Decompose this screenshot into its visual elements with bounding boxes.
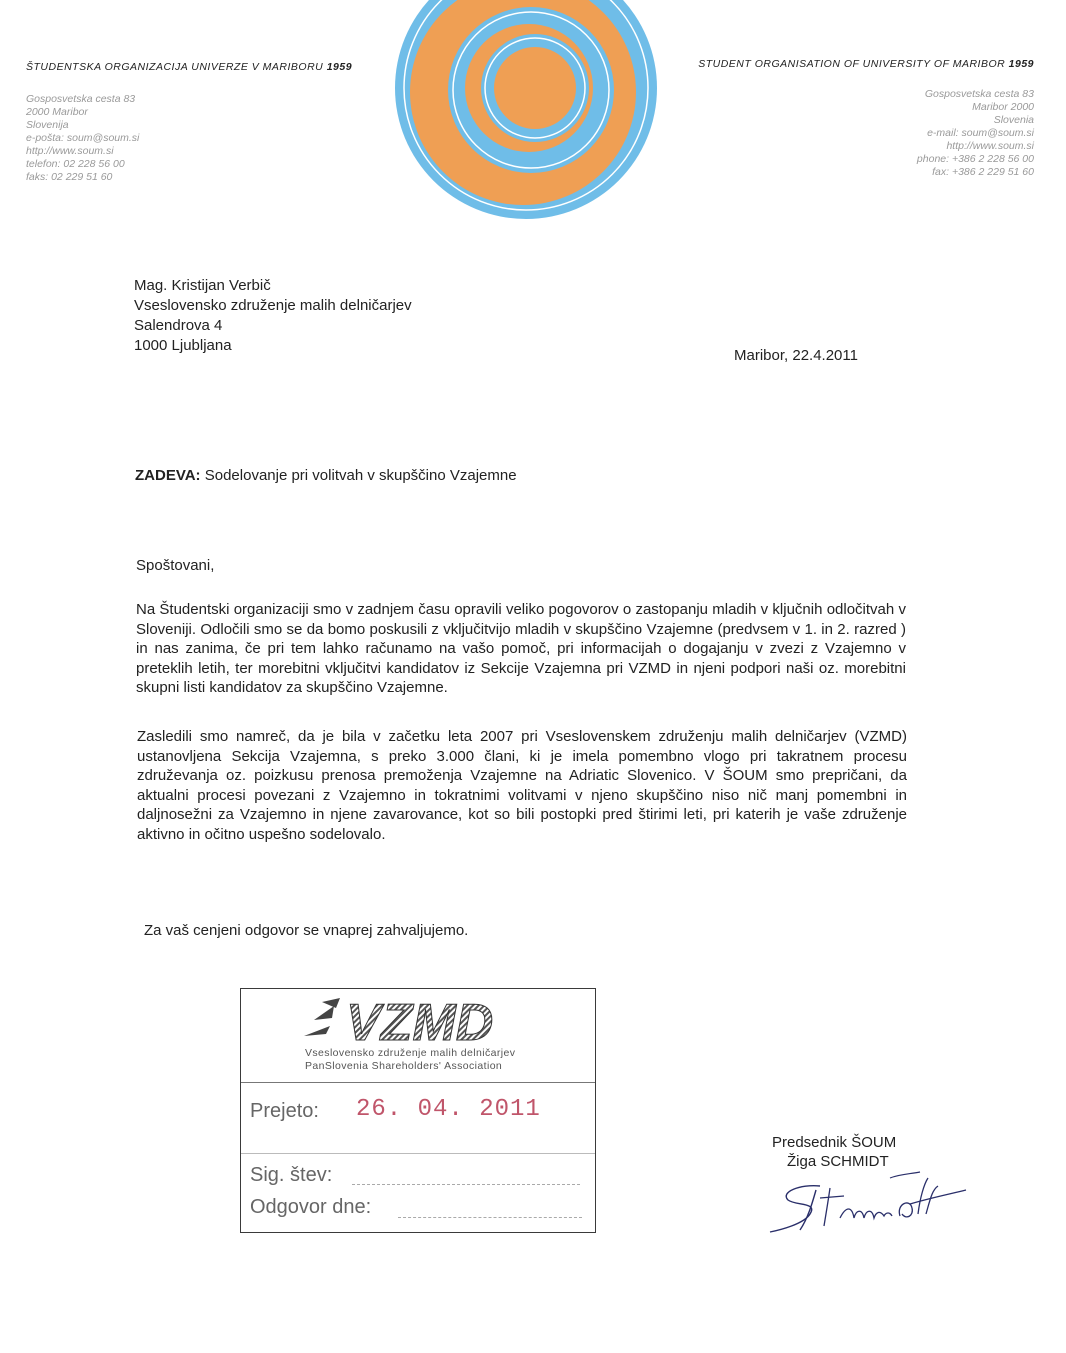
stamp-divider	[241, 1153, 595, 1154]
recipient-line: Salendrova 4	[134, 317, 223, 334]
address-left-line: Gosposvetska cesta 83	[26, 93, 136, 105]
address-right-line: Maribor 2000	[972, 101, 1034, 113]
letter-date: Maribor, 22.4.2011	[734, 347, 858, 364]
address-block-left	[26, 93, 139, 184]
subject-line	[135, 466, 517, 486]
body-paragraph: Na Študentski organizaciji smo v zadnjem času opravili veliko pogovorov o zastopanju mladih v ključnih odločitvah v Sloveniji. Odločili smo se da bomo poskusili z vključitvijo mladih v skupščino Vzajemne (predvsem v 1. in 2. razred ) in nas zanima, če pri tem lahko računamo na vašo pomoč, pri informacijah o dogajanju v zvezi z Vzajemno v preteklih letih, ter morebitni vključitvi kandidatov iz Sekcije Vzajemna pri VZMD in njeni podpori naši oz. morebitni skupni listi kandidatov za skupščino Vzajemne.	[136, 601, 906, 696]
received-label: Prejeto:	[250, 1100, 319, 1122]
subject-label: ZADEVA:	[135, 467, 201, 484]
address-right-line[interactable]: e-mail: soum@soum.si	[927, 127, 1034, 139]
address-left-line: http://www.soum.si	[26, 145, 114, 157]
reference-number-field	[352, 1184, 580, 1185]
reply-date-field	[398, 1217, 582, 1218]
address-left-line: 2000 Maribor	[26, 106, 88, 118]
greeting: Spoštovani,	[136, 557, 215, 574]
org-name-left-text: ŠTUDENTSKA ORGANIZACIJA UNIVERZE V MARIBORU	[26, 61, 324, 73]
vzmd-logo-icon	[300, 996, 540, 1046]
address-left-line: telefon: 02 228 56 00	[26, 158, 125, 170]
recipient-line: Vseslovensko združenje malih delničarjev	[134, 297, 412, 314]
recipient-address	[134, 276, 412, 356]
reply-date-label: Odgovor dne:	[250, 1196, 372, 1218]
address-right-line: fax: +386 2 229 51 60	[932, 166, 1034, 178]
org-name-right	[698, 58, 1034, 70]
vzmd-logo-text: VZMD	[346, 996, 494, 1046]
soum-logo-icon	[395, 0, 657, 220]
stamp-subtitle: PanSlovenia Shareholders' Association	[305, 1060, 503, 1072]
recipient-line: Mag. Kristijan Verbič	[134, 277, 271, 294]
body-paragraph: Zasledili smo namreč, da je bila v začetku leta 2007 pri Vseslovenskem združenju malih delničarjev (VZMD) ustanovljena Sekcija Vzajemna, s preko 3.000 člani, ki je imela pomembno vlogo pri takratnem procesu združevanja oz. poizkusu prenosa premoženja Vzajemne na Adriatic Slovenico. V ŠOUM smo prepričani, da aktualni procesi povezani z Vzajemno in tokratnimi volitvami v njeno skupščino niso nič manj pomembni in daljnosežni za Vzajemno in njene zavarovance, kot so bili postopki pred štirimi leti, pri katerih je vaše združenje aktivno in očitno uspešno sodelovalo.	[137, 728, 907, 843]
address-left-line: e-pošta: soum@soum.si	[26, 132, 140, 144]
org-name-right-text: STUDENT ORGANISATION OF UNIVERSITY OF MARIBOR	[698, 58, 1006, 70]
stamp-subtitle: Vseslovensko združenje malih delničarjev	[305, 1047, 516, 1059]
recipient-line: 1000 Ljubljana	[134, 337, 232, 354]
stamp-divider	[241, 1082, 595, 1083]
handwritten-signature-icon	[760, 1168, 970, 1238]
subject-text: Sodelovanje pri volitvah v skupščino Vzajemne	[204, 467, 517, 484]
org-year-left: 1959	[326, 61, 353, 73]
org-name-left	[26, 61, 352, 73]
address-right-line: Slovenia	[993, 114, 1034, 126]
address-left-line: Slovenija	[26, 119, 69, 131]
address-block-right	[917, 88, 1034, 179]
reference-number-label: Sig. štev:	[250, 1164, 333, 1186]
received-date: 26. 04. 2011	[356, 1096, 541, 1123]
signer-title: Predsednik ŠOUM	[772, 1134, 897, 1151]
address-left-line: faks: 02 229 51 60	[26, 171, 113, 183]
signer-name: Žiga SCHMIDT	[787, 1153, 889, 1170]
address-right-line[interactable]: http://www.soum.si	[946, 140, 1034, 152]
closing-line: Za vaš cenjeni odgovor se vnaprej zahvaljujemo.	[144, 922, 469, 939]
address-right-line: phone: +386 2 228 56 00	[916, 153, 1034, 165]
address-right-line: Gosposvetska cesta 83	[924, 88, 1034, 100]
org-year-right: 1959	[1008, 58, 1034, 70]
